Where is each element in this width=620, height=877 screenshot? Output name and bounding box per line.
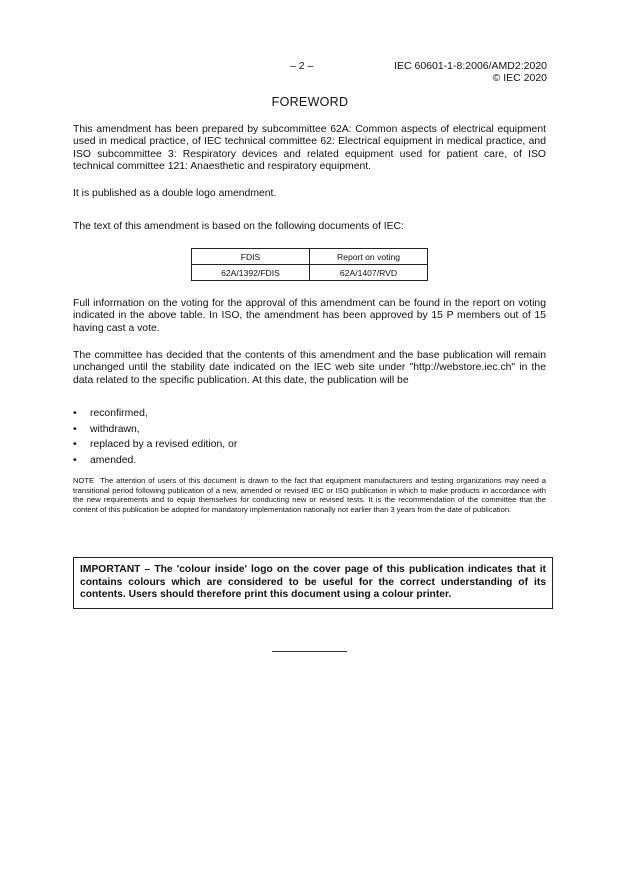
table-cell: 62A/1392/FDIS: [192, 265, 310, 281]
publication-status-list: [73, 406, 237, 468]
copyright-text: © IEC 2020: [492, 72, 547, 84]
paragraph-double-logo: It is published as a double logo amendment.: [73, 188, 277, 199]
paragraph-voting-info: Full information on the voting for the approval of this amendment can be found in the report on voting indicated in the above table. In ISO, the amendment has been approved by 15 P members out of 15 having cast a vote.: [73, 298, 546, 334]
list-item: [73, 422, 237, 438]
list-item-text: amended.: [90, 454, 137, 466]
paragraph-committee: This amendment has been prepared by subcommittee 62A: Common aspects of electrical equipment used in medical practice, of IEC technical committee 62: Electrical equipment in medical practice, and ISO subcommittee 3: Respiratory devices and related equipment used for patient care, of ISO technical committee 121: Anaesthetic and respiratory equipment.: [73, 124, 546, 173]
table-header-cell: Report on voting: [310, 249, 428, 265]
table-cell: 62A/1407/RVD: [310, 265, 428, 281]
list-item: [73, 453, 237, 469]
list-item-text: withdrawn,: [90, 423, 140, 435]
list-item: [73, 437, 237, 453]
end-divider: [272, 651, 347, 652]
table-header-row: [192, 249, 428, 265]
voting-table: [191, 248, 428, 281]
bullet-icon: •: [73, 439, 77, 451]
list-item-text: reconfirmed,: [90, 408, 148, 419]
bullet-icon: •: [73, 423, 77, 435]
note-label: NOTE: [73, 476, 95, 485]
note-block: [73, 476, 546, 514]
table-row: [192, 265, 428, 281]
list-item: [73, 406, 237, 422]
page-number: – 2 –: [290, 60, 314, 72]
page-title: FOREWORD: [271, 95, 349, 109]
bullet-icon: •: [73, 408, 77, 419]
important-notice-box: IMPORTANT – The 'colour inside' logo on the cover page of this publication indicates that it contains colours which are considered to be useful for the correct understanding of its contents. Users should therefore print this document using a colour printer.: [73, 557, 553, 609]
bullet-icon: •: [73, 454, 77, 466]
paragraph-documents-intro: The text of this amendment is based on the following documents of IEC:: [73, 221, 404, 232]
list-item-text: replaced by a revised edition, or: [90, 439, 238, 451]
table-header-cell: FDIS: [192, 249, 310, 265]
document-reference: [394, 60, 547, 84]
note-text: The attention of users of this document is drawn to the fact that equipment manufacturers and testing organizations may need a transitional period following publication of a new, amended or revised IEC or ISO publication in which to make products in accordance with the new requirements and to equip themselves for conducting new or revised tests. It is the recommendation of the committee that the content of this publication be adopted for mandatory implementation nationally not earlier than 3 years from the date of publication.: [73, 476, 546, 514]
paragraph-stability: The committee has decided that the contents of this amendment and the base publication will remain unchanged until the stability date indicated on the IEC web site under "http://webstore.iec.ch" in the data related to the specific publication. At this date, the publication will be: [73, 350, 546, 386]
doc-ref-text: IEC 60601-1-8:2006/AMD2:2020: [394, 60, 547, 72]
